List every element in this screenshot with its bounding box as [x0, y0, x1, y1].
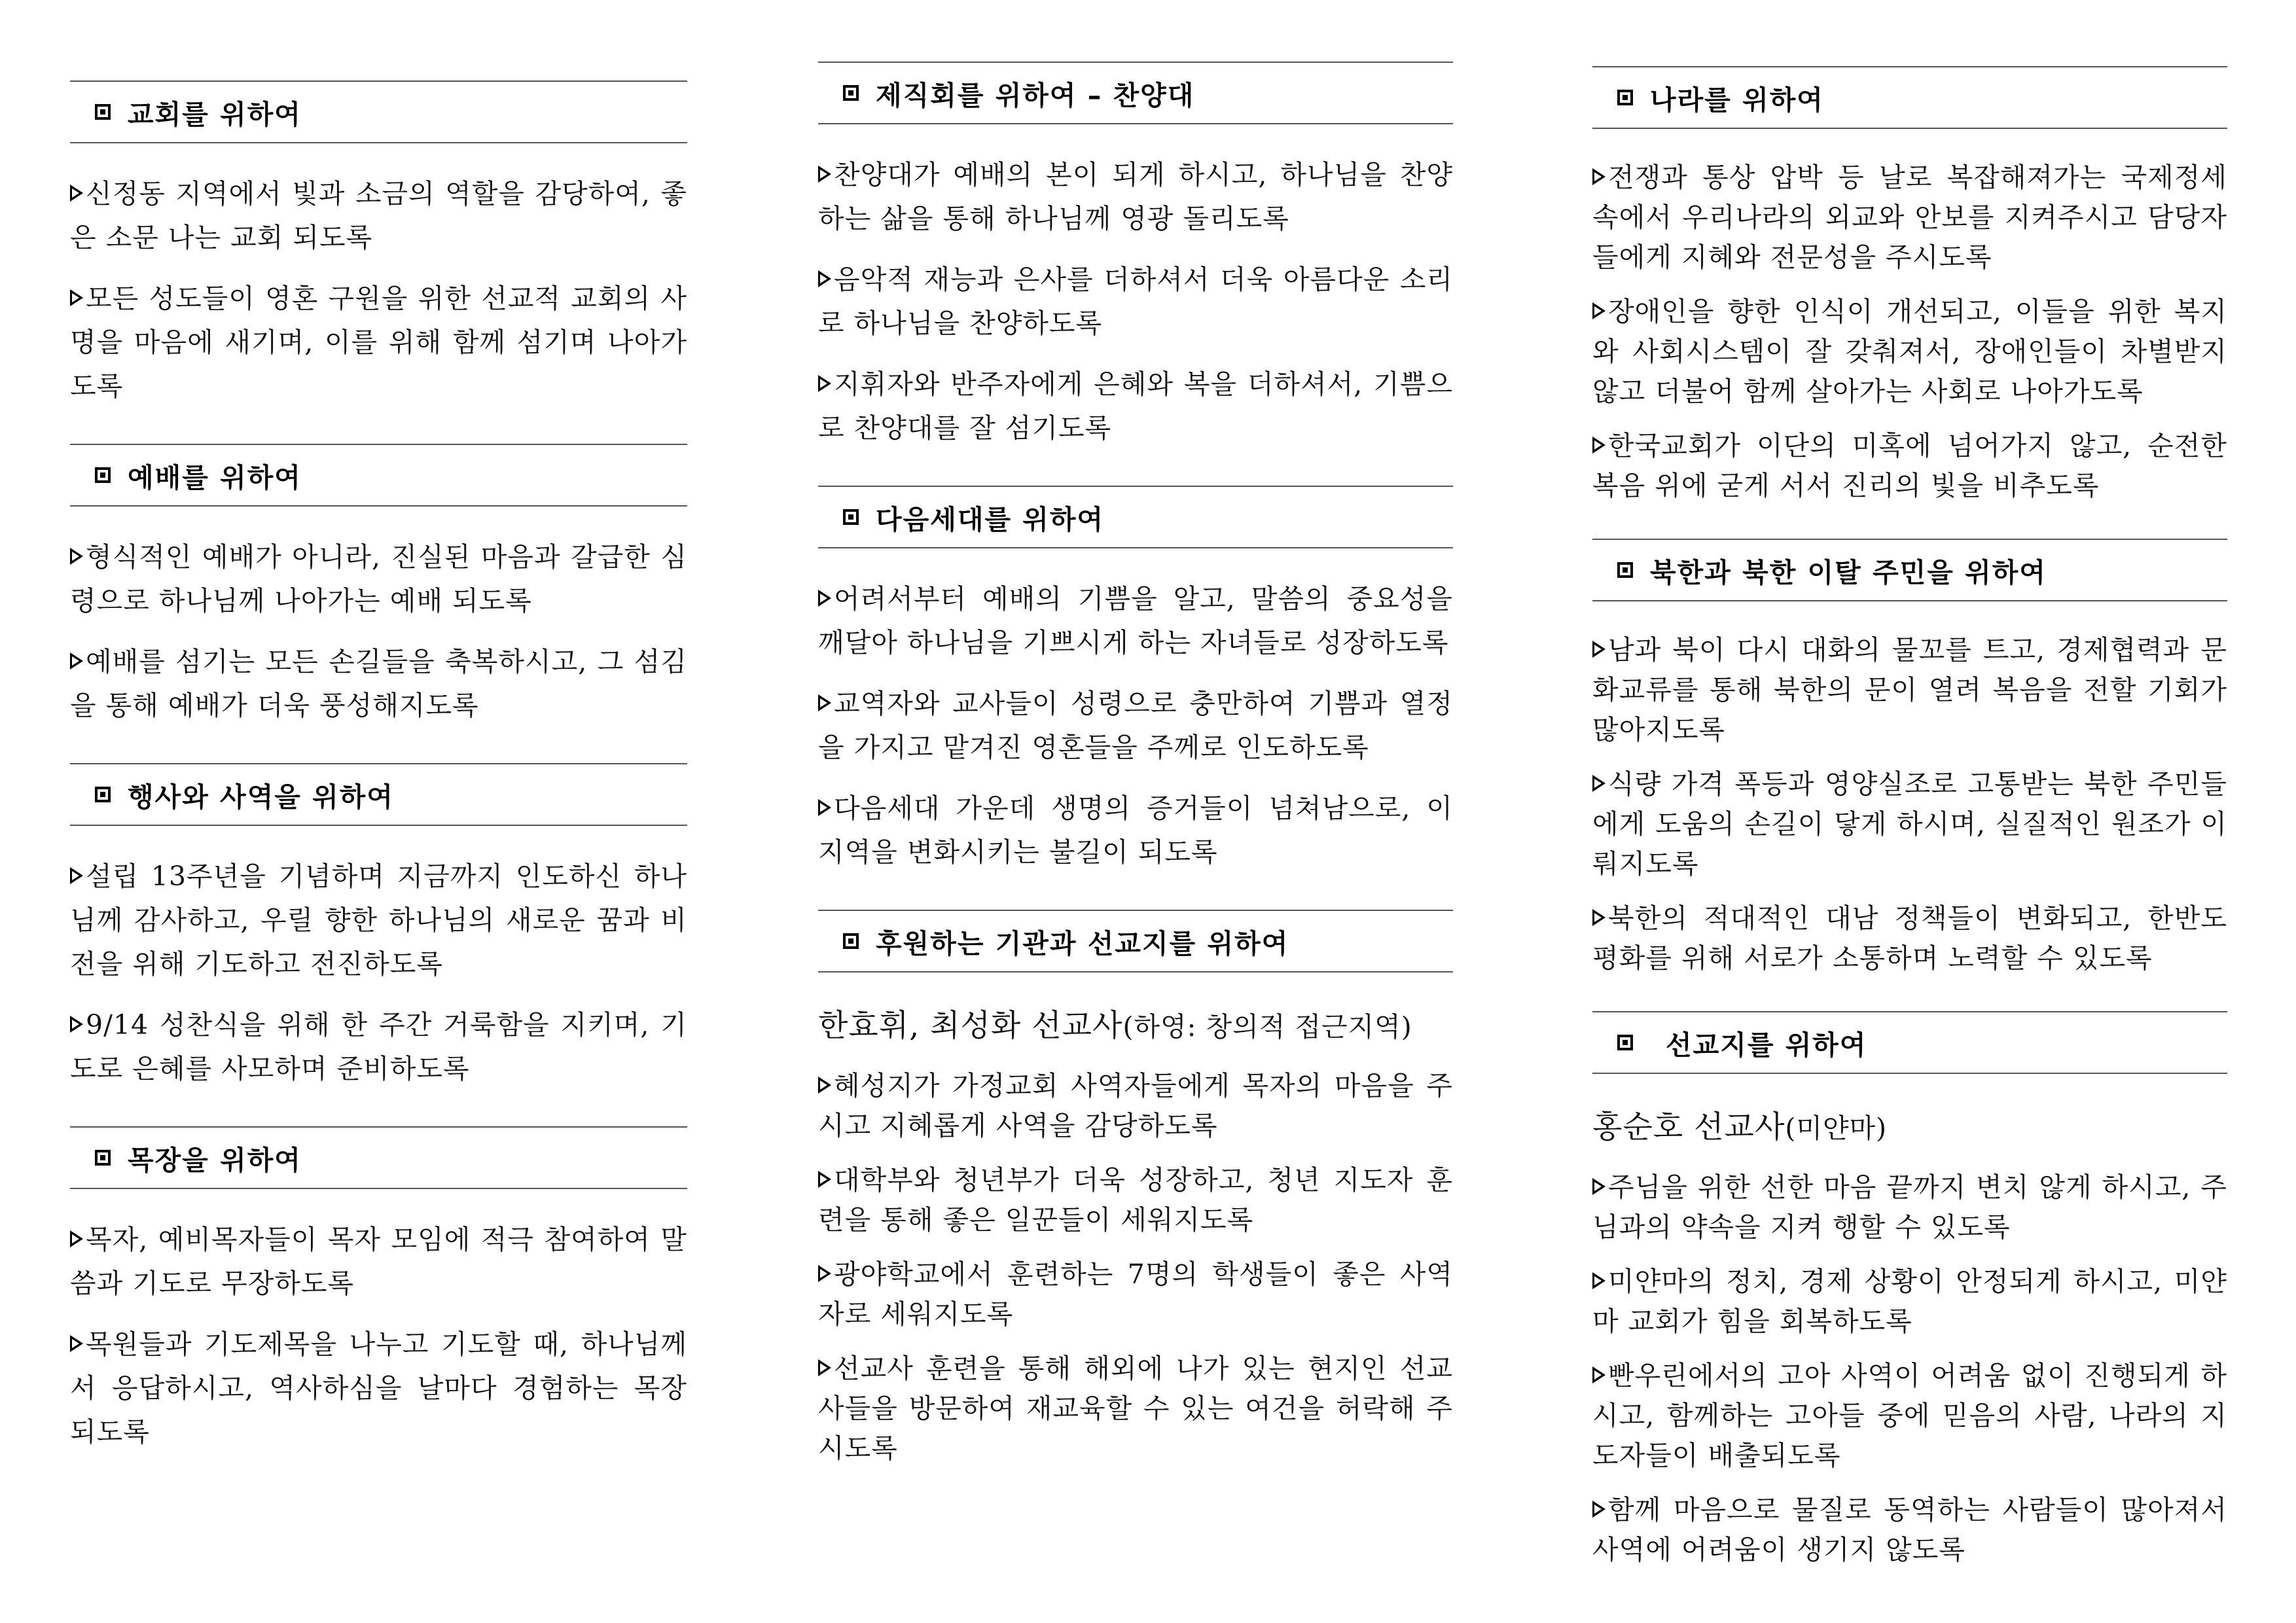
triangle-bullet-icon — [70, 652, 83, 669]
triangle-bullet-icon — [818, 1265, 831, 1282]
triangle-bullet-icon — [1592, 1501, 1605, 1518]
section-choir — [818, 62, 1453, 486]
section-title: 다음세대를 위하여 — [876, 503, 1105, 535]
section-title: 행사와 사역을 위하여 — [128, 781, 395, 813]
section-north-korea — [1592, 539, 2227, 1011]
triangle-bullet-icon — [818, 799, 831, 816]
prayer-item: 함께 마음으로 물질로 동역하는 사람들이 많아져서 사역에 어려움이 생기지 않도록 — [1592, 1494, 2227, 1565]
triangle-bullet-icon — [818, 1171, 831, 1188]
section-heading — [70, 444, 687, 507]
square-bullet-icon — [95, 787, 111, 802]
square-bullet-icon — [95, 467, 111, 483]
triangle-bullet-icon — [70, 1335, 83, 1352]
square-bullet-icon — [95, 104, 111, 120]
triangle-bullet-icon — [70, 289, 83, 306]
triangle-bullet-icon — [70, 867, 83, 884]
section-title: 나라를 위하여 — [1650, 84, 1824, 116]
section-small-groups — [70, 1126, 687, 1489]
mission-region: (미얀마) — [1785, 1113, 1888, 1144]
section-nation — [1592, 66, 2227, 539]
prayer-item: 전쟁과 통상 압박 등 날로 복잡해져가는 국제정세 속에서 우리나라의 외교와 안보를 지켜주시고 담당자들에게 지혜와 전문성을 주시도록 — [1592, 162, 2227, 273]
prayer-item: 빤우린에서의 고아 사역이 어려움 없이 진행되게 하시고, 함께하는 고아들 중에 믿음의 사람, 나라의 지도자들이 배출되도록 — [1592, 1360, 2227, 1471]
section-heading — [818, 62, 1453, 124]
triangle-bullet-icon — [1592, 437, 1605, 454]
triangle-bullet-icon — [70, 185, 83, 202]
prayer-item: 설립 13주년을 기념하며 지금까지 인도하신 하나님께 감사하고, 우릴 향한 하나님의 새로운 꿈과 비전을 위해 기도하고 전진하도록 — [70, 861, 687, 980]
prayer-item: 남과 북이 다시 대화의 물꼬를 트고, 경제협력과 문화교류를 통해 북한의 문이 열려 복음을 전할 기회가 많아지도록 — [1592, 634, 2227, 745]
prayer-item: 대학부와 청년부가 더욱 성장하고, 청년 지도자 훈련을 통해 좋은 일꾼들이 세워지도록 — [818, 1164, 1453, 1236]
triangle-bullet-icon — [818, 590, 831, 607]
triangle-bullet-icon — [818, 1359, 831, 1376]
triangle-bullet-icon — [1592, 168, 1605, 185]
prayer-item: 신정동 지역에서 빛과 소금의 역할을 감당하여, 좋은 소문 나는 교회 되도록 — [70, 178, 687, 253]
triangle-bullet-icon — [1592, 1366, 1605, 1383]
prayer-item: 예배를 섬기는 모든 손길들을 축복하시고, 그 섬김을 통해 예배가 더욱 풍성해지도록 — [70, 646, 687, 721]
section-events — [70, 763, 687, 1126]
triangle-bullet-icon — [1592, 1272, 1605, 1289]
square-bullet-icon — [1617, 1035, 1633, 1050]
triangle-bullet-icon — [70, 548, 83, 565]
prayer-item: 9/14 성찬식을 위해 한 주간 거룩함을 지키며, 기도로 은혜를 사모하며 준비하도록 — [70, 1009, 687, 1084]
section-worship — [70, 444, 687, 763]
prayer-item: 어려서부터 예배의 기쁨을 알고, 말씀의 중요성을 깨달아 하나님을 기쁘시게 하는 자녀들로 성장하도록 — [818, 583, 1453, 658]
prayer-item: 한국교회가 이단의 미혹에 넘어가지 않고, 순전한 복음 위에 굳게 서서 진리의 빛을 비추도록 — [1592, 430, 2227, 501]
triangle-bullet-icon — [70, 1230, 83, 1247]
prayer-item: 광야학교에서 훈련하는 7명의 학생들이 좋은 사역자로 세워지도록 — [818, 1258, 1453, 1330]
missionary-name: 한효휘, 최성화 선교사(하영: 창의적 접근지역) — [818, 1008, 1412, 1044]
section-title: 예배를 위하여 — [128, 461, 302, 493]
triangle-bullet-icon — [1592, 1178, 1605, 1195]
square-bullet-icon — [95, 1150, 111, 1166]
section-title: 후원하는 기관과 선교지를 위하여 — [876, 927, 1289, 959]
column-left — [70, 80, 687, 1489]
section-heading — [70, 80, 687, 143]
column-right — [1592, 66, 2227, 1603]
section-heading — [1592, 539, 2227, 601]
section-church — [70, 80, 687, 444]
square-bullet-icon — [1617, 90, 1633, 105]
triangle-bullet-icon — [818, 694, 831, 711]
mission-region: (하영: 창의적 접근지역) — [1122, 1011, 1412, 1043]
section-heading — [1592, 1011, 2227, 1074]
prayer-item: 혜성지가 가정교회 사역자들에게 목자의 마음을 주시고 지혜롭게 사역을 감당하도록 — [818, 1070, 1453, 1141]
triangle-bullet-icon — [1592, 302, 1605, 319]
prayer-item: 주님을 위한 선한 마음 끝까지 변치 않게 하시고, 주님과의 약속을 지켜 행할 수 있도록 — [1592, 1171, 2227, 1243]
prayer-item: 미얀마의 정치, 경제 상황이 안정되게 하시고, 미얀마 교회가 힘을 회복하도록 — [1592, 1266, 2227, 1337]
triangle-bullet-icon — [1592, 641, 1605, 658]
prayer-item: 선교사 훈련을 통해 해외에 나가 있는 현지인 선교사들을 방문하여 재교육할 수 있는 여건을 허락해 주시도록 — [818, 1353, 1453, 1464]
prayer-item: 형식적인 예배가 아니라, 진실된 마음과 갈급한 심령으로 하나님께 나아가는 예배 되도록 — [70, 541, 687, 616]
missionary-name: 홍순호 선교사(미얀마) — [1592, 1109, 1888, 1145]
section-title: 북한과 북한 이탈 주민을 위하여 — [1650, 556, 2047, 588]
triangle-bullet-icon — [818, 1077, 831, 1094]
prayer-item: 찬양대가 예배의 본이 되게 하시고, 하나님을 찬양하는 삶을 통해 하나님께 영광 돌리도록 — [818, 159, 1453, 234]
square-bullet-icon — [843, 85, 859, 101]
section-supported-missions — [818, 910, 1453, 1501]
column-middle — [818, 62, 1453, 1501]
section-title: 제직회를 위하여 – 찬양대 — [876, 79, 1195, 111]
prayer-item: 음악적 재능과 은사를 더하셔서 더욱 아름다운 소리로 하나님을 찬양하도록 — [818, 264, 1453, 339]
prayer-item: 교역자와 교사들이 성령으로 충만하여 기쁨과 열정을 가지고 맡겨진 영혼들을 주께로 인도하도록 — [818, 688, 1453, 763]
prayer-item: 장애인을 향한 인식이 개선되고, 이들을 위한 복지와 사회시스템이 잘 갖춰져서, 장애인들이 차별받지 않고 더불어 함께 살아가는 사회로 나아가도록 — [1592, 296, 2227, 407]
section-title: 목장을 위하여 — [128, 1144, 302, 1176]
section-heading — [70, 763, 687, 826]
square-bullet-icon — [843, 509, 859, 525]
prayer-item: 목원들과 기도제목을 나누고 기도할 때, 하나님께서 응답하시고, 역사하심을 날마다 경험하는 목장 되도록 — [70, 1329, 687, 1448]
prayer-item: 목자, 예비목자들이 목자 모임에 적극 참여하여 말씀과 기도로 무장하도록 — [70, 1224, 687, 1299]
prayer-item: 다음세대 가운데 생명의 증거들이 넘쳐남으로, 이 지역을 변화시키는 불길이 되도록 — [818, 793, 1453, 868]
prayer-item: 북한의 적대적인 대남 정책들이 변화되고, 한반도 평화를 위해 서로가 소통하며 노력할 수 있도록 — [1592, 902, 2227, 974]
triangle-bullet-icon — [818, 270, 831, 287]
prayer-item: 지휘자와 반주자에게 은혜와 복을 더하셔서, 기쁨으로 찬양대를 잘 섬기도록 — [818, 368, 1453, 444]
square-bullet-icon — [843, 933, 859, 949]
prayer-item: 모든 성도들이 영혼 구원을 위한 선교적 교회의 사명을 마음에 새기며, 이를 위해 함께 섬기며 나아가도록 — [70, 283, 687, 402]
triangle-bullet-icon — [818, 166, 831, 183]
section-title: 선교지를 위하여 — [1666, 1029, 1867, 1061]
prayer-item: 식량 가격 폭등과 영양실조로 고통받는 북한 주민들에게 도움의 손길이 닿게 하시며, 실질적인 원조가 이뤄지도록 — [1592, 768, 2227, 880]
section-heading — [1592, 66, 2227, 129]
section-heading — [818, 486, 1453, 548]
section-heading — [818, 910, 1453, 972]
section-mission-field — [1592, 1011, 2227, 1603]
triangle-bullet-icon — [1592, 909, 1605, 926]
square-bullet-icon — [1617, 562, 1633, 578]
section-heading — [70, 1126, 687, 1189]
triangle-bullet-icon — [1592, 775, 1605, 792]
triangle-bullet-icon — [818, 375, 831, 392]
triangle-bullet-icon — [70, 1016, 83, 1033]
section-title: 교회를 위하여 — [128, 98, 302, 130]
section-next-generation — [818, 486, 1453, 910]
